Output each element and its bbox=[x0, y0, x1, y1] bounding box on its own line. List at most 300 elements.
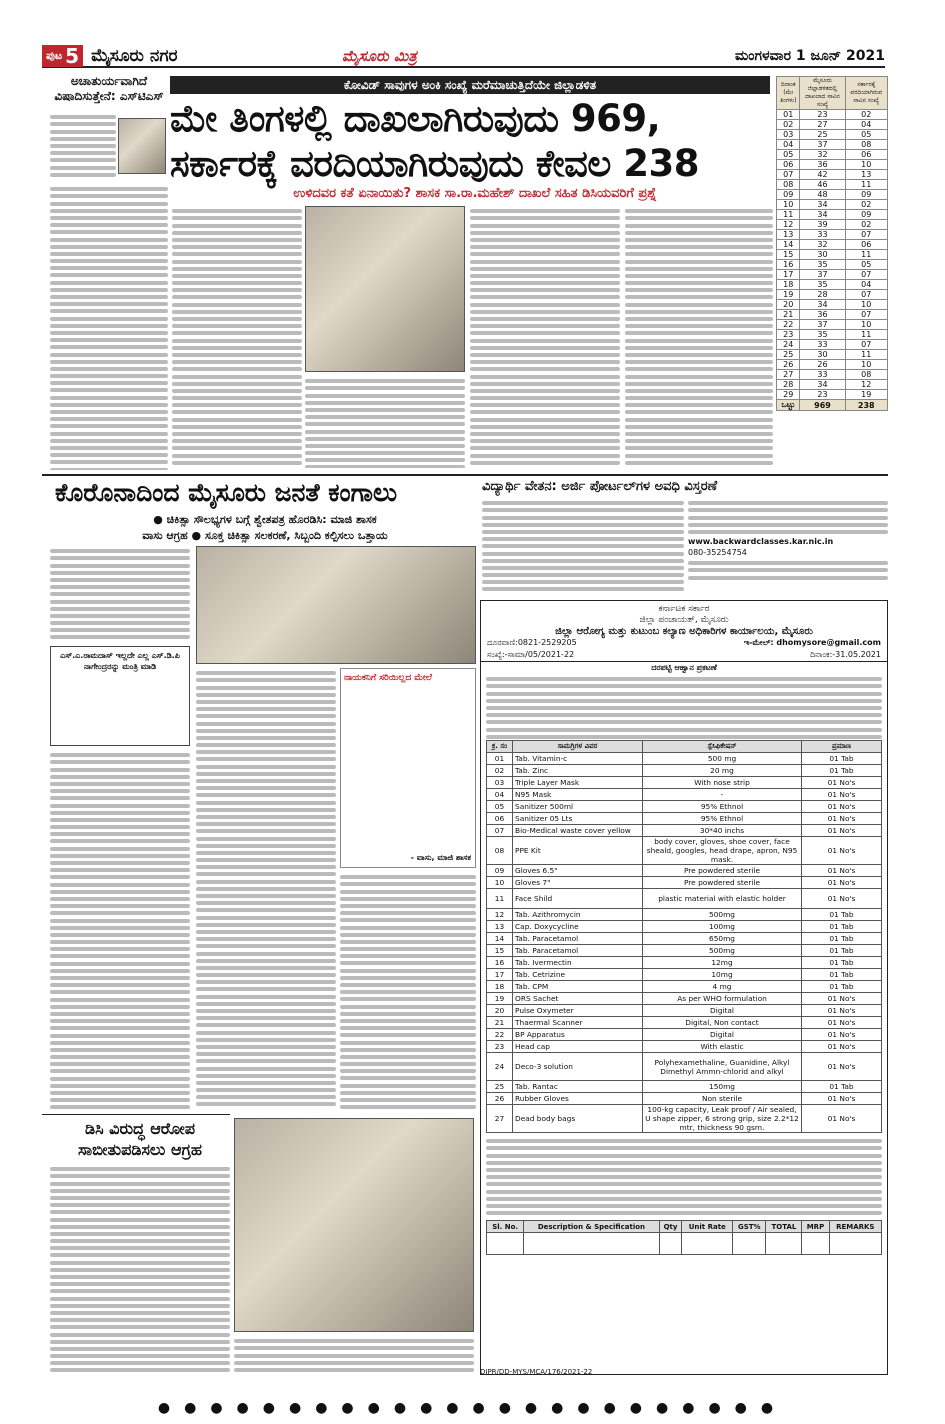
tender-item-cell: 22 bbox=[487, 1029, 513, 1041]
tender-item-cell: 12 bbox=[487, 909, 513, 921]
deaths-table-row bbox=[777, 370, 888, 380]
tender-item-cell: 10 bbox=[487, 877, 513, 889]
deaths-table-cell: 23 bbox=[800, 110, 845, 120]
tender-item-cell: 05 bbox=[487, 801, 513, 813]
tender-item-cell: 03 bbox=[487, 777, 513, 789]
deaths-table-cell: 34 bbox=[800, 200, 845, 210]
deaths-table-cell: 08 bbox=[845, 370, 888, 380]
deaths-table-cell: 35 bbox=[800, 330, 845, 340]
tender-item-cell: 09 bbox=[487, 865, 513, 877]
deaths-table-cell: 02 bbox=[845, 200, 888, 210]
deaths-table-header-date: ದಿನಾಂಕ (ಮೇ ತಿಂಗಳು) bbox=[777, 77, 800, 110]
quote-table-header: REMARKS bbox=[829, 1221, 881, 1233]
tender-item-cell: Tab. Zinc bbox=[513, 765, 643, 777]
deaths-table-cell: 10 bbox=[845, 320, 888, 330]
deaths-table-cell: 37 bbox=[800, 320, 845, 330]
issue-date: ಮಂಗಳವಾರ 1 ಜೂನ್ 2021 bbox=[734, 48, 885, 64]
deaths-table-cell: 48 bbox=[800, 190, 845, 200]
tender-item-cell: Triple Layer Mask bbox=[513, 777, 643, 789]
corona-body-intro bbox=[50, 546, 190, 642]
tender-item-cell: Non sterile bbox=[643, 1093, 802, 1105]
deaths-table-cell: 25 bbox=[777, 350, 800, 360]
left-story-photo bbox=[118, 118, 166, 174]
dc-headline-line2: ಸಾಬೀತುಪಡಿಸಲು ಆಗ್ರಹ bbox=[78, 1140, 202, 1159]
deaths-table-cell: 13 bbox=[777, 230, 800, 240]
deaths-table-cell: 37 bbox=[800, 270, 845, 280]
tender-item-cell: 01 No's bbox=[802, 1005, 882, 1017]
tender-item-cell: 01 No's bbox=[802, 889, 882, 909]
deaths-table-cell: 25 bbox=[800, 130, 845, 140]
deaths-table-total-row bbox=[777, 400, 888, 411]
deaths-table-row bbox=[777, 280, 888, 290]
tender-item-cell: Rubber Gloves bbox=[513, 1093, 643, 1105]
deaths-table-cell: 27 bbox=[800, 120, 845, 130]
deaths-table-cell: 11 bbox=[777, 210, 800, 220]
tender-department: ಜಿಲ್ಲಾ ಆರೋಗ್ಯ ಮತ್ತು ಕುಟುಂಬ ಕಲ್ಯಾಣ ಅಧಿಕಾರಿಗಳ ಕಾರ್ಯಾಲಯ, ಮೈಸೂರು bbox=[555, 626, 813, 637]
tender-item-cell: plastic material with elastic holder bbox=[643, 889, 802, 909]
deaths-table-row bbox=[777, 180, 888, 190]
tender-item-cell: BP Apparatus bbox=[513, 1029, 643, 1041]
tender-item-cell: Sanitizer 05 Lts bbox=[513, 813, 643, 825]
tender-item-cell: 18 bbox=[487, 981, 513, 993]
tender-item-cell: 19 bbox=[487, 993, 513, 1005]
deaths-table-cell: 19 bbox=[845, 390, 888, 400]
tender-item-cell: Digital bbox=[643, 1005, 802, 1017]
tender-item-cell: 01 No's bbox=[802, 1105, 882, 1133]
tender-item-cell: Tab. Paracetamol bbox=[513, 933, 643, 945]
tender-item-cell: Tab. Azithromycin bbox=[513, 909, 643, 921]
tender-item-cell: 01 No's bbox=[802, 777, 882, 789]
tender-item-cell: 500mg bbox=[643, 945, 802, 957]
deaths-table-cell: 07 bbox=[777, 170, 800, 180]
deaths-table-header-district: ಮೈಸೂರು ಜಿಲ್ಲಾಡಳಿತದಲ್ಲಿ ದಾಖಲಾದ ಸಾವಿನ ಸಂಖ್ಯೆ bbox=[800, 77, 845, 110]
tender-item-row bbox=[487, 777, 882, 789]
tender-item-cell: 04 bbox=[487, 789, 513, 801]
tender-item-cell: 01 Tab bbox=[802, 765, 882, 777]
quote-table-header: MRP bbox=[802, 1221, 829, 1233]
registration-marks: ●●●●●●●●●●●●●●●●●●●●●●●● bbox=[157, 1400, 788, 1416]
tender-terms bbox=[486, 1136, 882, 1218]
deaths-table-cell: 14 bbox=[777, 240, 800, 250]
deaths-table-cell: 19 bbox=[777, 290, 800, 300]
deaths-table-cell: 08 bbox=[777, 180, 800, 190]
deaths-table-row bbox=[777, 200, 888, 210]
deaths-table-cell: 28 bbox=[800, 290, 845, 300]
tender-item-cell: 01 No's bbox=[802, 993, 882, 1005]
tender-email: ಇ-ಮೇಲ್: dhomysore@gmail.com bbox=[743, 638, 881, 647]
tender-ref-row bbox=[481, 649, 887, 662]
tender-item-cell: Tab. Paracetamol bbox=[513, 945, 643, 957]
tender-item-cell: Head cap bbox=[513, 1041, 643, 1053]
deaths-table-cell: 09 bbox=[777, 190, 800, 200]
tender-item-cell: 01 Tab bbox=[802, 981, 882, 993]
deaths-table-cell: 28 bbox=[777, 380, 800, 390]
tender-item-cell: 17 bbox=[487, 969, 513, 981]
deaths-table-cell: 04 bbox=[845, 120, 888, 130]
tender-item-cell: 95% Ethnol bbox=[643, 813, 802, 825]
tender-item-cell: 01 No's bbox=[802, 837, 882, 865]
tender-item-cell: Digital bbox=[643, 1029, 802, 1041]
tender-item-cell: 02 bbox=[487, 765, 513, 777]
tender-item-cell: 01 No's bbox=[802, 877, 882, 889]
tender-item-cell: Tab. CPM bbox=[513, 981, 643, 993]
lead-photo bbox=[305, 206, 465, 372]
tender-item-row bbox=[487, 969, 882, 981]
lead-body-col3 bbox=[470, 206, 620, 468]
tender-item-cell: Pulse Oxymeter bbox=[513, 1005, 643, 1017]
corona-body-col3 bbox=[340, 872, 476, 1110]
tender-item-cell: Dead body bags bbox=[513, 1105, 643, 1133]
deaths-table-cell: 35 bbox=[800, 260, 845, 270]
tender-item-cell: Pre powdered sterile bbox=[643, 865, 802, 877]
dc-body bbox=[50, 1164, 230, 1376]
tender-item-cell: Digital, Non contact bbox=[643, 1017, 802, 1029]
deaths-table-cell: 27 bbox=[777, 370, 800, 380]
deaths-table-cell: 23 bbox=[777, 330, 800, 340]
tender-item-row bbox=[487, 765, 882, 777]
tender-item-cell: 01 Tab bbox=[802, 921, 882, 933]
tender-item-cell: 06 bbox=[487, 813, 513, 825]
deaths-table-row bbox=[777, 240, 888, 250]
deaths-table-cell: 10 bbox=[845, 360, 888, 370]
tender-item-row bbox=[487, 753, 882, 765]
dc-headline bbox=[50, 1118, 230, 1160]
tender-item-row bbox=[487, 933, 882, 945]
tender-item-cell: With elastic bbox=[643, 1041, 802, 1053]
tender-item-row bbox=[487, 801, 882, 813]
deaths-table-cell: 04 bbox=[777, 140, 800, 150]
tender-item-cell: 150mg bbox=[643, 1081, 802, 1093]
quote-table-header: Qty bbox=[659, 1221, 682, 1233]
tender-item-cell: - bbox=[643, 789, 802, 801]
deaths-table-cell: 32 bbox=[800, 240, 845, 250]
deaths-table-cell: 05 bbox=[777, 150, 800, 160]
deaths-table-cell: 06 bbox=[845, 150, 888, 160]
tender-item-cell: 11 bbox=[487, 889, 513, 909]
scholarship-headline: ವಿದ್ಯಾರ್ಥಿ ವೇತನ: ಅರ್ಜಿ ಪೋರ್ಟಲ್‌ಗಳ ಅವಧಿ ವಿಸ್ತರಣೆ bbox=[482, 479, 718, 494]
tender-item-row bbox=[487, 957, 882, 969]
deaths-table-cell: 02 bbox=[845, 220, 888, 230]
deaths-table-row bbox=[777, 340, 888, 350]
quote-signature: - ವಾಸು, ಮಾಜಿ ಶಾಸಕ bbox=[410, 853, 471, 862]
deaths-table-row bbox=[777, 380, 888, 390]
deaths-table-row bbox=[777, 110, 888, 120]
tender-item-cell: 24 bbox=[487, 1053, 513, 1081]
ramdas-box-title: ಎಸ್.ಎ.ರಾಮದಾಸ್ ಇಲ್ಲದೇ ಎಲ್ಲ ಎಸ್.ಡಿ.ಪಿ ನಾಗೇಂದ್ರರನ್ನು ಮಂತ್ರಿ ಮಾಡಿ bbox=[60, 651, 180, 671]
lead-body-col1 bbox=[172, 206, 302, 468]
lead-subheadline: ಉಳಿದವರ ಕತೆ ಏನಾಯಿತು? ಶಾಸಕ ಸಾ.ರಾ.ಮಹೇಶ್ ದಾಖಲೆ ಸಹಿತ ಡಿಸಿಯವರಿಗೆ ಪ್ರಶ್ನೆ bbox=[293, 186, 657, 201]
deaths-table-cell: 09 bbox=[845, 190, 888, 200]
deaths-table-cell: 05 bbox=[845, 260, 888, 270]
tender-item-row bbox=[487, 825, 882, 837]
tender-item-cell: 01 Tab bbox=[802, 1081, 882, 1093]
deaths-table-cell: 26 bbox=[800, 360, 845, 370]
tender-item-cell: 30*40 inchs bbox=[643, 825, 802, 837]
tender-item-cell: 500mg bbox=[643, 909, 802, 921]
tender-quote-table bbox=[486, 1220, 882, 1255]
tender-item-cell: 01 No's bbox=[802, 1041, 882, 1053]
deaths-table-cell: 02 bbox=[845, 110, 888, 120]
deaths-table-row bbox=[777, 160, 888, 170]
tender-item-cell: 20 mg bbox=[643, 765, 802, 777]
tender-item-cell: 01 No's bbox=[802, 789, 882, 801]
tender-item-row bbox=[487, 1105, 882, 1133]
tender-ref: ಸಂಖ್ಯೆ:-ಸಾಮಾ/05/2021-22 bbox=[487, 650, 575, 659]
deaths-table-cell: 30 bbox=[800, 350, 845, 360]
tender-item-cell: 100mg bbox=[643, 921, 802, 933]
dc-headline-line1: ಡಿಸಿ ವಿರುದ್ಧ ಆರೋಪ bbox=[85, 1119, 195, 1138]
deaths-table-cell: 20 bbox=[777, 300, 800, 310]
deaths-table-cell: 09 bbox=[845, 210, 888, 220]
tender-phone: ದೂರವಾಣಿ:0821-2529205 bbox=[487, 638, 577, 647]
deaths-table-row bbox=[777, 120, 888, 130]
deaths-table-cell: 07 bbox=[845, 230, 888, 240]
tender-item-row bbox=[487, 1017, 882, 1029]
deaths-table-cell: 39 bbox=[800, 220, 845, 230]
deaths-table-cell: 22 bbox=[777, 320, 800, 330]
deaths-table-cell: 08 bbox=[845, 140, 888, 150]
tender-item-row bbox=[487, 889, 882, 909]
corona-body-col2 bbox=[196, 668, 336, 1110]
newspaper-logo: ಮೈಸೂರು ಮಿತ್ರ bbox=[342, 47, 417, 65]
masthead bbox=[42, 46, 885, 68]
tender-item-cell: 01 Tab bbox=[802, 933, 882, 945]
lead-body-col2 bbox=[305, 376, 465, 468]
tender-advertisement bbox=[480, 600, 888, 1375]
deaths-table-cell: 07 bbox=[845, 270, 888, 280]
corona-sub2: ವಾಸು ಆಗ್ರಹ ● ಸೂಕ್ತ ಚಿಕಿತ್ಸಾ ಸಲಕರಣೆ, ಸಿಬ್ಬಂದಿ ಕಲ್ಪಿಸಲು ಒತ್ತಾಯ bbox=[142, 529, 388, 542]
corona-photo bbox=[196, 546, 476, 664]
deaths-table-cell: 32 bbox=[800, 150, 845, 160]
deaths-table-row bbox=[777, 270, 888, 280]
corona-body-col1 bbox=[50, 750, 190, 1110]
deaths-table-cell: 13 bbox=[845, 170, 888, 180]
deaths-table-cell: 11 bbox=[845, 330, 888, 340]
deaths-table-row bbox=[777, 220, 888, 230]
tender-item-row bbox=[487, 877, 882, 889]
deaths-table-cell: 10 bbox=[845, 160, 888, 170]
deaths-table-header-reported: ಸರ್ಕಾರಕ್ಕೆ ವರದಿಯಾಗಿರುವ ಸಾವಿನ ಸಂಖ್ಯೆ bbox=[845, 77, 888, 110]
deaths-table-row bbox=[777, 360, 888, 370]
dc-divider bbox=[42, 1114, 230, 1115]
deaths-table-row bbox=[777, 190, 888, 200]
tender-item-row bbox=[487, 1041, 882, 1053]
tender-item-cell: Polyhexamethaline, Guanidine, Alkyl Dimethyl Ammn-chlorid and alkyl bbox=[643, 1053, 802, 1081]
tender-item-cell: 01 No's bbox=[802, 813, 882, 825]
deaths-table-row bbox=[777, 140, 888, 150]
total-reported: 238 bbox=[845, 400, 888, 411]
ramdas-box bbox=[50, 646, 190, 746]
deaths-table-cell: 36 bbox=[800, 160, 845, 170]
scholarship-website: www.backwardclasses.kar.nic.in bbox=[688, 537, 834, 547]
tender-item-cell: 01 No's bbox=[802, 865, 882, 877]
tender-item-cell: 01 No's bbox=[802, 1029, 882, 1041]
deaths-table-cell: 21 bbox=[777, 310, 800, 320]
tender-item-cell: 26 bbox=[487, 1093, 513, 1105]
tender-gov: ಕರ್ನಾಟಕ ಸರ್ಕಾರ bbox=[658, 604, 710, 614]
quote-table-header: GST% bbox=[733, 1221, 766, 1233]
lead-headline-line1: ಮೇ ತಿಂಗಳಲ್ಲಿ ದಾಖಲಾಗಿರುವುದು 969, bbox=[170, 97, 661, 140]
scholarship-body-col2 bbox=[688, 498, 888, 594]
tender-item-cell: Gloves 7" bbox=[513, 877, 643, 889]
deaths-table-cell: 37 bbox=[800, 140, 845, 150]
tender-item-cell: Deco-3 solution bbox=[513, 1053, 643, 1081]
tender-item-cell: ORS Sachet bbox=[513, 993, 643, 1005]
tender-item-cell: 20 bbox=[487, 1005, 513, 1017]
tender-item-cell: 01 Tab bbox=[802, 753, 882, 765]
deaths-table-cell: 42 bbox=[800, 170, 845, 180]
deaths-table bbox=[776, 76, 888, 411]
ambulance-caption bbox=[234, 1336, 474, 1376]
deaths-table-cell: 11 bbox=[845, 350, 888, 360]
lead-kicker: ಕೋವಿಡ್ ಸಾವುಗಳ ಅಂಕಿ ಸಂಖ್ಯೆ ಮರೆಮಾಚುತ್ತಿದೆಯೇ ಜಿಲ್ಲಾಡಳಿತ bbox=[170, 76, 770, 94]
deaths-table-row bbox=[777, 290, 888, 300]
tender-item-cell: 08 bbox=[487, 837, 513, 865]
deaths-table-cell: 06 bbox=[845, 240, 888, 250]
tender-item-cell: 27 bbox=[487, 1105, 513, 1133]
tender-contact-row bbox=[481, 637, 887, 649]
scholarship-body-col1 bbox=[482, 498, 684, 594]
tender-item-cell: 10mg bbox=[643, 969, 802, 981]
tender-item-row bbox=[487, 1053, 882, 1081]
tender-item-cell: 01 Tab bbox=[802, 969, 882, 981]
tender-item-row bbox=[487, 1029, 882, 1041]
deaths-table-cell: 10 bbox=[777, 200, 800, 210]
deaths-table-cell: 07 bbox=[845, 340, 888, 350]
tender-item-cell: 16 bbox=[487, 957, 513, 969]
deaths-table-row bbox=[777, 210, 888, 220]
deaths-table-cell: 10 bbox=[845, 300, 888, 310]
deaths-table-row bbox=[777, 390, 888, 400]
deaths-table-cell: 17 bbox=[777, 270, 800, 280]
page-number: 5 bbox=[65, 44, 80, 68]
tender-item-cell: 23 bbox=[487, 1041, 513, 1053]
deaths-table-cell: 33 bbox=[800, 230, 845, 240]
section-divider bbox=[42, 474, 888, 476]
deaths-table-cell: 24 bbox=[777, 340, 800, 350]
left-story-title: ಅಚಾತುರ್ಯವಾಗಿದೆ ವಿಷಾದಿಸುತ್ತೇನೆ: ಎಸ್‌ಟಿಎಸ್ bbox=[54, 74, 164, 103]
deaths-table-cell: 36 bbox=[800, 310, 845, 320]
deaths-table-cell: 12 bbox=[777, 220, 800, 230]
deaths-table-row bbox=[777, 300, 888, 310]
tender-intro bbox=[486, 674, 882, 740]
deaths-table-cell: 16 bbox=[777, 260, 800, 270]
tender-item-cell: 13 bbox=[487, 921, 513, 933]
tender-item-cell: Tab. Ivermectin bbox=[513, 957, 643, 969]
tender-date: ದಿನಾಂಕ:-31.05.2021 bbox=[810, 650, 881, 659]
tender-item-row bbox=[487, 1005, 882, 1017]
deaths-table-row bbox=[777, 350, 888, 360]
deaths-table-cell: 33 bbox=[800, 340, 845, 350]
corona-sub1: ● ಚಿಕಿತ್ಸಾ ಸೌಲಭ್ಯಗಳ ಬಗ್ಗೆ ಶ್ವೇತಪತ್ರ ಹೊರಡಿಸಿ: ಮಾಜಿ ಶಾಸಕ bbox=[153, 513, 377, 526]
deaths-table-cell: 26 bbox=[777, 360, 800, 370]
tender-item-row bbox=[487, 789, 882, 801]
quote-table-header: Sl. No. bbox=[487, 1221, 524, 1233]
deaths-table-cell: 01 bbox=[777, 110, 800, 120]
left-story-body bbox=[50, 184, 168, 470]
tender-item-cell: 21 bbox=[487, 1017, 513, 1029]
deaths-table-cell: 29 bbox=[777, 390, 800, 400]
tender-header-qty: ಪ್ರಮಾಣ bbox=[802, 741, 882, 753]
lead-headline-line2: ಸರ್ಕಾರಕ್ಕೆ ವರದಿಯಾಗಿರುವುದು ಕೇವಲ 238 bbox=[170, 142, 699, 185]
tender-item-row bbox=[487, 813, 882, 825]
tender-item-cell: Pre powdered sterile bbox=[643, 877, 802, 889]
tender-item-cell: Face Shild bbox=[513, 889, 643, 909]
deaths-table-cell: 07 bbox=[845, 290, 888, 300]
tender-item-cell: 01 No's bbox=[802, 1093, 882, 1105]
tender-item-cell: As per WHO formulation bbox=[643, 993, 802, 1005]
deaths-table-cell: 35 bbox=[800, 280, 845, 290]
tender-item-cell: Tab. Vitamin-c bbox=[513, 753, 643, 765]
tender-item-row bbox=[487, 1081, 882, 1093]
tender-item-cell: 01 Tab bbox=[802, 909, 882, 921]
deaths-table-cell: 04 bbox=[845, 280, 888, 290]
deaths-table-cell: 34 bbox=[800, 210, 845, 220]
tender-item-cell: 100-kg capacity, Leak proof / Air sealed, U shape zipper, 6 strong grip, size 2.2*12 mtr, thickness 90 gsm. bbox=[643, 1105, 802, 1133]
tender-item-cell: body cover, gloves, shoe cover, face sheald, googles, head drape, apron, N95 mask. bbox=[643, 837, 802, 865]
quote-table-header: Unit Rate bbox=[682, 1221, 733, 1233]
scholarship-phone: 080-35254754 bbox=[688, 547, 747, 557]
tender-item-cell: 25 bbox=[487, 1081, 513, 1093]
tender-item-cell: 12mg bbox=[643, 957, 802, 969]
tender-item-cell: 01 No's bbox=[802, 1053, 882, 1081]
corona-headline: ಕೊರೊನಾದಿಂದ ಮೈಸೂರು ಜನತೆ ಕಂಗಾಲು bbox=[55, 478, 398, 507]
tender-item-row bbox=[487, 981, 882, 993]
tender-item-cell: 4 mg bbox=[643, 981, 802, 993]
deaths-table-cell: 33 bbox=[800, 370, 845, 380]
tender-item-cell: Gloves 6.5" bbox=[513, 865, 643, 877]
quote-box bbox=[340, 668, 476, 868]
tender-item-cell: Sanitizer 500ml bbox=[513, 801, 643, 813]
deaths-table-cell: 23 bbox=[800, 390, 845, 400]
deaths-table-cell: 30 bbox=[800, 250, 845, 260]
tender-item-cell: Bio-Medical waste cover yellow bbox=[513, 825, 643, 837]
tender-item-cell: 15 bbox=[487, 945, 513, 957]
section-title: ಮೈಸೂರು ನಗರ bbox=[91, 46, 178, 66]
deaths-table-row bbox=[777, 320, 888, 330]
tender-item-cell: Tab. Cetrizine bbox=[513, 969, 643, 981]
deaths-table-cell: 11 bbox=[845, 250, 888, 260]
quote-title: ನಾಯಕನಿಗೆ ಸರಿಯಿಲ್ಲದ ಮೇಲೆ bbox=[344, 673, 432, 683]
deaths-table-cell: 05 bbox=[845, 130, 888, 140]
total-label: ಒಟ್ಟು bbox=[777, 400, 800, 411]
page-label: ಪುಟ bbox=[46, 49, 63, 62]
deaths-table-row bbox=[777, 230, 888, 240]
tender-item-row bbox=[487, 909, 882, 921]
dipr-code: DIPR/DD-MYS/MCA/176/2021-22 bbox=[480, 1368, 593, 1376]
deaths-table-cell: 34 bbox=[800, 300, 845, 310]
tender-item-cell: Cap. Doxycycline bbox=[513, 921, 643, 933]
deaths-table-row bbox=[777, 260, 888, 270]
deaths-table-row bbox=[777, 310, 888, 320]
total-district: 969 bbox=[800, 400, 845, 411]
left-story-body-top bbox=[50, 112, 116, 182]
tender-item-cell: 01 Tab bbox=[802, 945, 882, 957]
tender-item-row bbox=[487, 945, 882, 957]
quote-table-header: Description & Specification bbox=[524, 1221, 659, 1233]
quote-table-header: TOTAL bbox=[766, 1221, 802, 1233]
tender-items-table bbox=[486, 740, 882, 1133]
deaths-table-cell: 11 bbox=[845, 180, 888, 190]
tender-item-cell: Thaermal Scanner bbox=[513, 1017, 643, 1029]
lead-headline bbox=[170, 96, 775, 186]
tender-item-row bbox=[487, 921, 882, 933]
tender-item-cell: 01 No's bbox=[802, 801, 882, 813]
tender-item-cell: 07 bbox=[487, 825, 513, 837]
tender-notice-title: ದರಪಟ್ಟಿ ಆಹ್ವಾನ ಪ್ರಕಟಣೆ bbox=[651, 663, 717, 672]
deaths-table-cell: 02 bbox=[777, 120, 800, 130]
tender-item-cell: 650mg bbox=[643, 933, 802, 945]
